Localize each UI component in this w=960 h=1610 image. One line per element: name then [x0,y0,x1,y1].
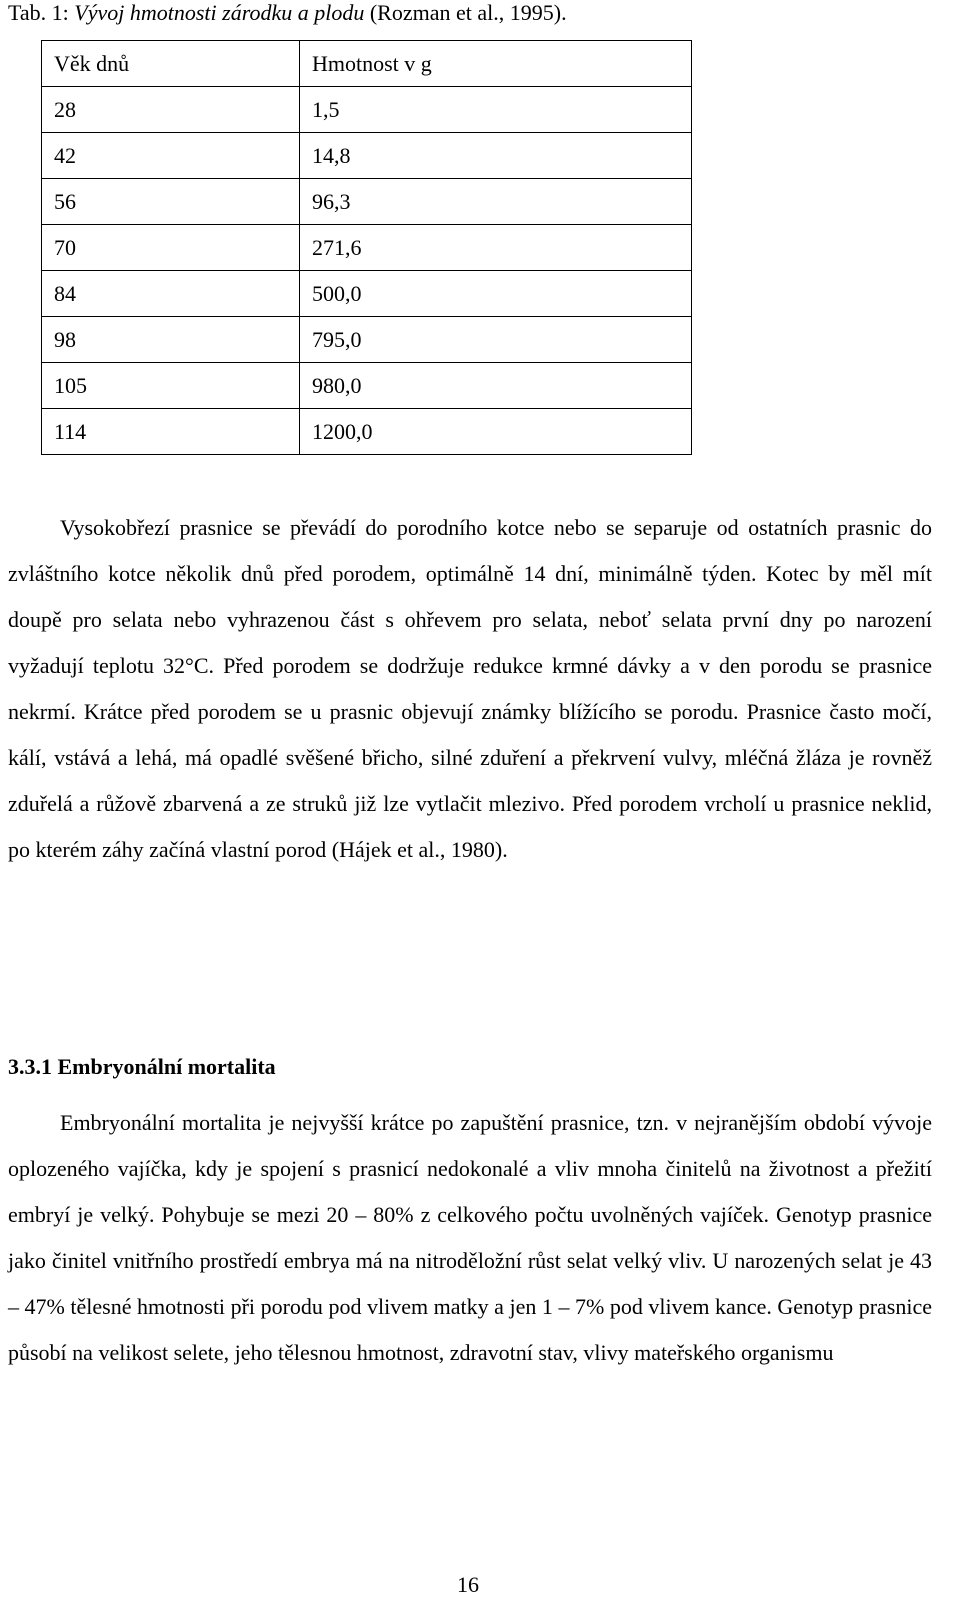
cell-weight: 500,0 [300,271,692,317]
cell-weight: 980,0 [300,363,692,409]
cell-age: 114 [42,409,300,455]
header-age-days: Věk dnů [42,41,300,87]
body-paragraph-farrowing: Vysokobřezí prasnice se převádí do porodního kotce nebo se separuje od ostatních prasnic do zvláštního kotce několik dnů před porodem, optimálně 14 dní, minimálně týden. Kotec by měl mít doupě pro selata nebo vyhrazenou část s ohřevem pro selata, neboť selata první dny po narození vyžadují teplotu 32°C. Před porodem se dodržuje redukce krmné dávky a v den porodu se prasnice nekrmí. Krátce před porodem se u prasnic objevují známky blížícího se porodu. Prasnice často močí, kálí, vstává a lehá, má opadlé svěšené břicho, silné zduření a překrvení vulvy, mléčná žláza je rovněž zduřelá a růžově zbarvená a ze struků již lze vytlačit mlezivo. Před porodem vrcholí u prasnice neklid, po kterém záhy začíná vlastní porod (Hájek et al., 1980). [8,515,932,862]
table-row [42,363,692,409]
table-row [42,133,692,179]
cell-weight: 795,0 [300,317,692,363]
table-row [42,225,692,271]
table-row [42,317,692,363]
weight-table [41,40,692,455]
cell-weight: 14,8 [300,133,692,179]
cell-age: 56 [42,179,300,225]
cell-age: 70 [42,225,300,271]
section-heading: 3.3.1 Embryonální mortalita [8,1054,276,1079]
page-number: 16 [457,1572,479,1597]
table-row [42,179,692,225]
cell-weight: 96,3 [300,179,692,225]
cell-age: 28 [42,87,300,133]
cell-age: 42 [42,133,300,179]
table-row [42,87,692,133]
header-weight-g: Hmotnost v g [300,41,692,87]
table-header-row [42,41,692,87]
cell-weight: 1200,0 [300,409,692,455]
caption-prefix: Tab. 1: [8,0,75,25]
cell-age: 98 [42,317,300,363]
cell-weight: 1,5 [300,87,692,133]
caption-source: (Rozman et al., 1995). [364,0,567,25]
cell-weight: 271,6 [300,225,692,271]
table-caption [8,0,567,26]
table-row [42,409,692,455]
table-row [42,271,692,317]
caption-title: Vývoj hmotnosti zárodku a plodu [74,0,365,25]
cell-age: 84 [42,271,300,317]
body-paragraph-mortality: Embryonální mortalita je nejvyšší krátce po zapuštění prasnice, tzn. v nejranějším období vývoje oplozeného vajíčka, kdy je spojení s prasnicí nedokonalé a vliv mnoha činitelů na životnost a přežití embryí je velký. Pohybuje se mezi 20 – 80% z celkového počtu uvolněných vajíček. Genotyp prasnice jako činitel vnitřního prostředí embrya má na nitroděložní růst selat velký vliv. U narozených selat je 43 – 47% tělesné hmotnosti při porodu pod vlivem matky a jen 1 – 7% pod vlivem kance. Genotyp prasnice působí na velikost selete, jeho tělesnou hmotnost, zdravotní stav, vlivy mateřského organismu [8,1110,932,1365]
cell-age: 105 [42,363,300,409]
